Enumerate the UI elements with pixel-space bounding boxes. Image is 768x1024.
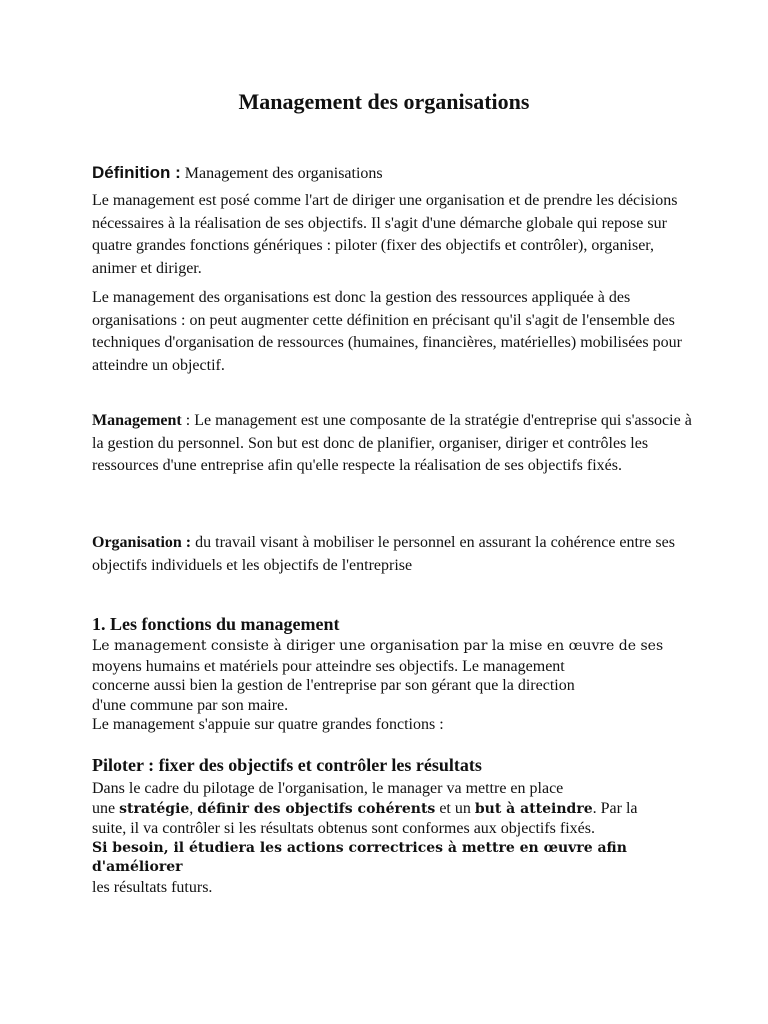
definition-line xyxy=(92,160,692,187)
piloter-line-5: les résultats futurs. xyxy=(92,878,213,896)
paragraph-management xyxy=(92,410,692,478)
piloter-line-3: suite, il va contrôler si les résultats obtenus sont conformes aux objectifs fixés. xyxy=(92,820,595,837)
paragraph-piloter xyxy=(92,779,692,897)
piloter-objectifs: définir des objectifs cohérents xyxy=(197,800,436,817)
section-heading-fonctions: 1. Les fonctions du management xyxy=(92,614,340,634)
piloter-strategie: stratégie xyxy=(119,800,190,817)
fonctions-line-4: d'une commune par son maire. xyxy=(92,696,289,714)
piloter-text-et-un: et un xyxy=(435,799,475,817)
fonctions-line-1: Le management consiste à diriger une organisation par la mise en œuvre de ses xyxy=(92,638,664,654)
piloter-but: but à atteindre xyxy=(474,800,593,817)
section-heading-piloter: Piloter : fixer des objectifs et contrôler les résultats xyxy=(92,755,482,775)
paragraph-ressources: Le management des organisations est donc la gestion des ressources appliquée à des organisations : on peut augmenter cette définition en précisant qu'il s'agit de l'ensemble des techniques d'organisation de ressources (humaines, financières, matérielles) mobilisées pour atteindre un objectif. xyxy=(92,289,682,374)
definition-text: Management des organisations xyxy=(180,165,383,182)
piloter-line-4: Si besoin, il étudiera les actions correctrices à mettre en œuvre afin d'améliorer xyxy=(92,839,627,875)
piloter-text-une: une xyxy=(92,799,120,817)
organisation-label: Organisation : xyxy=(92,534,192,551)
piloter-text-par-la: . Par la xyxy=(592,799,638,817)
fonctions-line-5: Le management s'appuie sur quatre grandes fonctions : xyxy=(92,716,444,733)
fonctions-line-3: concerne aussi bien la gestion de l'entreprise par son gérant que la direction xyxy=(92,677,575,694)
piloter-comma: , xyxy=(189,799,198,817)
definition-label: Définition : xyxy=(92,163,181,182)
paragraph-intro: Le management est posé comme l'art de diriger une organisation et de prendre les décisions nécessaires à la réalisation de ses objectifs. Il s'agit d'une démarche globale qui repose sur quatre grandes fonctions génériques : piloter (fixer des objectifs et contrôler), organiser, animer et diriger. xyxy=(92,192,678,277)
management-text: : Le management est une composante de la stratégie d'entreprise qui s'associe à la gestion du personnel. Son but est donc de planifier, organiser, diriger et contrôles les ressources d'une entreprise afin qu'elle respecte la réalisation de ses objectifs fixés. xyxy=(92,412,692,474)
piloter-line-2 xyxy=(92,799,692,820)
paragraph-fonctions xyxy=(92,637,692,735)
document-title: Management des organisations xyxy=(238,89,530,114)
piloter-line-1: Dans le cadre du pilotage de l'organisation, le manager va mettre en place xyxy=(92,780,564,797)
organisation-text: du travail visant à mobiliser le personnel en assurant la cohérence entre ses objectifs individuels et les objectifs de l'entreprise xyxy=(92,534,675,574)
fonctions-line-2: moyens humains et matériels pour atteindre ses objectifs. Le management xyxy=(92,657,565,675)
paragraph-organisation xyxy=(92,532,692,577)
management-label: Management xyxy=(92,412,182,429)
